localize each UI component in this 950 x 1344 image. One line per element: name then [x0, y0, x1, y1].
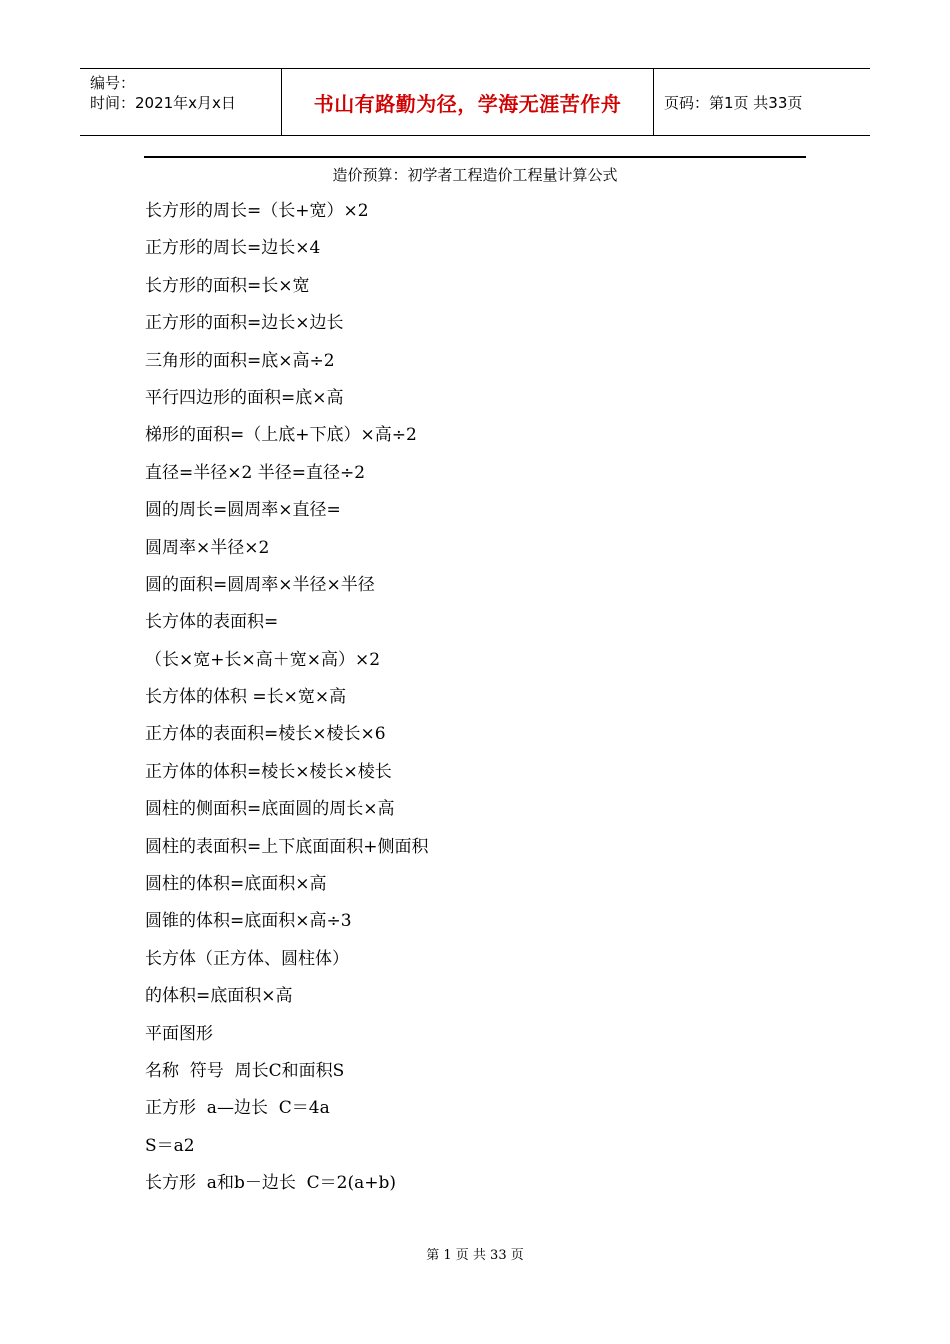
- formula-line: 长方形的周长=（长+宽）×2: [145, 201, 369, 221]
- formula-line: 长方形的面积=长×宽: [145, 275, 310, 296]
- formula-line: 正方体的体积=棱长×棱长×棱长: [145, 761, 392, 782]
- document-title: 造价预算：初学者工程造价工程量计算公式: [332, 166, 618, 184]
- formula-line: 圆柱的侧面积=底面圆的周长×高: [145, 799, 395, 820]
- formula-line: 长方体的表面积=: [145, 612, 279, 633]
- header-motto: [281, 69, 654, 135]
- formula-line: 圆周率×半径×2: [145, 537, 270, 558]
- page-header: [80, 68, 870, 136]
- formula-line: （长×宽+长×高＋宽×高）×2: [145, 649, 381, 670]
- header-page-info: [654, 69, 870, 135]
- time-label: 时间：2021年x月x日: [90, 94, 236, 112]
- formula-line: 圆柱的体积=底面积×高: [145, 874, 327, 895]
- formula-line: 三角形的面积=底×高÷2: [145, 350, 335, 371]
- formula-line: 平面图形: [145, 1023, 213, 1044]
- formula-list: [145, 198, 845, 1208]
- formula-line: 圆的面积=圆周率×半径×半径: [145, 574, 375, 595]
- formula-line: 正方形的周长=边长×4: [145, 238, 321, 259]
- page-footer: 第 1 页 共 33 页: [426, 1248, 524, 1263]
- formula-line: 长方体（正方体、圆柱体）: [145, 948, 349, 969]
- motto-text: 书山有路勤为径，学海无涯苦作舟: [313, 91, 622, 116]
- formula-line: 正方形 a—边长 C＝4a: [145, 1098, 330, 1119]
- formula-line: 直径=半径×2 半径=直径÷2: [145, 462, 366, 483]
- formula-line: 正方形的面积=边长×边长: [145, 313, 344, 334]
- formula-line: 圆锥的体积=底面积×高÷3: [145, 911, 352, 932]
- formula-line: 平行四边形的面积=底×高: [145, 387, 344, 408]
- formula-line: 圆的周长=圆周率×直径=: [145, 500, 341, 521]
- formula-line: 正方体的表面积=棱长×棱长×6: [145, 724, 386, 745]
- formula-line: 梯形的面积=（上底+下底）×高÷2: [145, 425, 417, 446]
- formula-line: 长方体的体积 =长×宽×高: [145, 687, 347, 708]
- formula-line: 名称 符号 周长C和面积S: [145, 1060, 345, 1081]
- title-rule: [144, 156, 806, 158]
- header-meta: [80, 69, 281, 135]
- formula-line: 的体积=底面积×高: [145, 986, 293, 1007]
- formula-line: S＝a2: [145, 1135, 195, 1156]
- formula-line: 圆柱的表面积=上下底面面积+侧面积: [145, 836, 429, 857]
- formula-line: 长方形 a和b－边长 C＝2(a+b): [145, 1173, 396, 1194]
- number-label: 编号：: [90, 74, 136, 92]
- page-info-text: 页码：第1页 共33页: [664, 93, 803, 112]
